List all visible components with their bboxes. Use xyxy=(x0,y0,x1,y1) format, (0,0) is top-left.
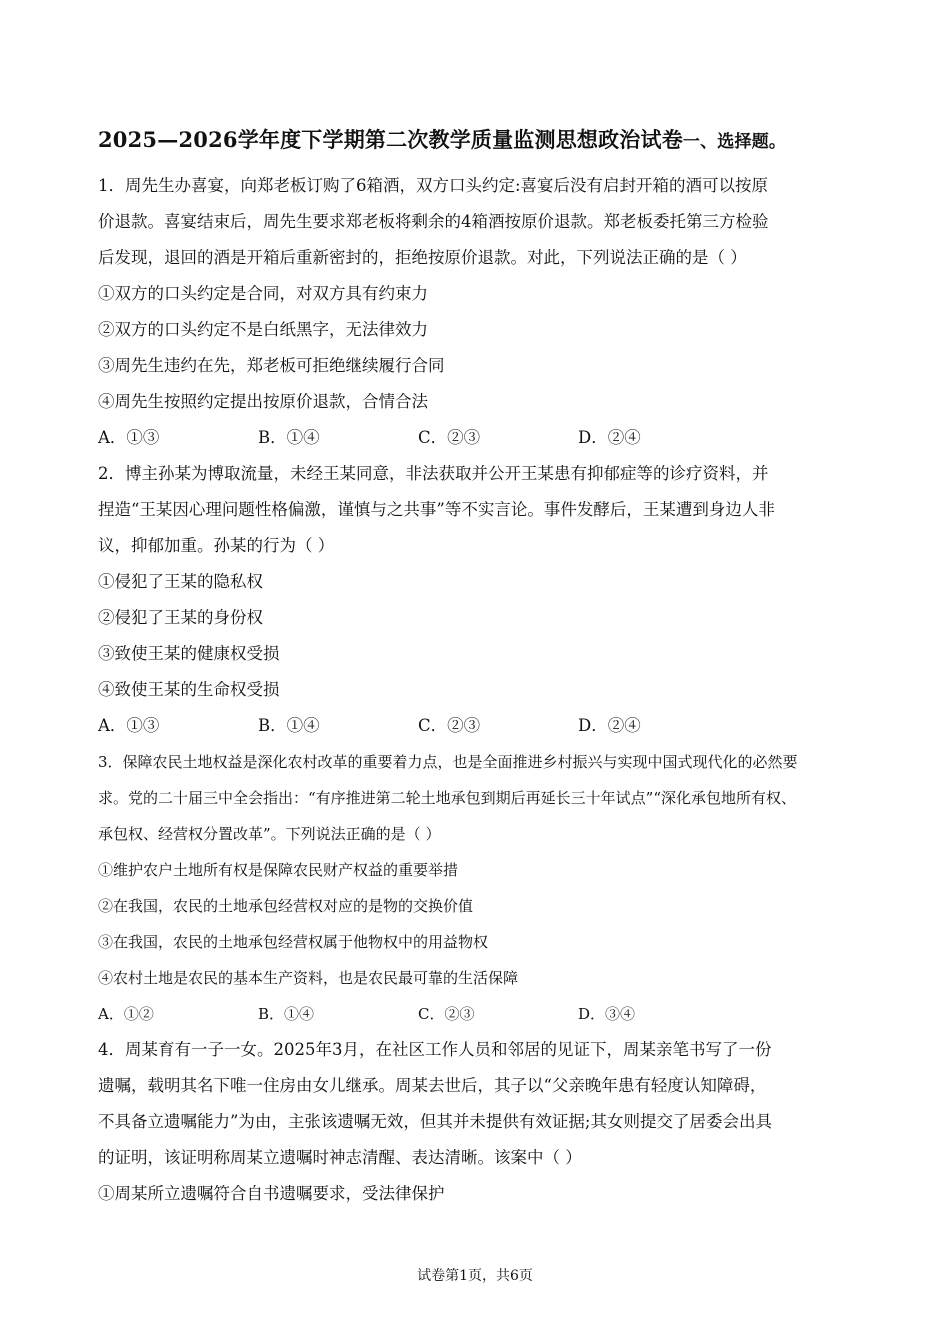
question-stem-line: 1．周先生办喜宴，向郑老板订购了6箱酒，双方口头约定:喜宴后没有启封开箱的酒可以按原 xyxy=(98,176,769,195)
option-c: C．②③ xyxy=(418,716,481,735)
statement: ④农村土地是农民的基本生产资料，也是农民最可靠的生活保障 xyxy=(98,969,519,987)
question-list xyxy=(98,168,854,1212)
section-heading: 一、选择题。 xyxy=(682,132,787,152)
question-stem-line: 4．周某育有一子一女。2025年3月，在社区工作人员和邻居的见证下，周某亲笔书写了一份 xyxy=(98,1040,772,1059)
statement: ③在我国，农民的土地承包经营权属于他物权中的用益物权 xyxy=(98,933,489,951)
question-2 xyxy=(98,456,854,744)
statement: ④周先生按照约定提出按原价退款，合情合法 xyxy=(98,392,428,411)
statement: ①周某所立遗嘱符合自书遗嘱要求，受法律保护 xyxy=(98,1184,445,1203)
statement: ②在我国，农民的土地承包经营权对应的是物的交换价值 xyxy=(98,897,474,915)
question-stem-line: 后发现，退回的酒是开箱后重新密封的，拒绝按原价退款。对此，下列说法正确的是（ ） xyxy=(98,248,747,267)
question-stem-line: 的证明，该证明称周某立遗嘱时神志清醒、表达清晰。该案中（ ） xyxy=(98,1148,582,1167)
question-3 xyxy=(98,744,854,1032)
statement: ①双方的口头约定是合同，对双方具有约束力 xyxy=(98,284,428,303)
question-stem-line: 求。党的二十届三中全会指出：“有序推进第二轮土地承包到期后再延长三十年试点”“深化承包地所有权、 xyxy=(98,789,797,807)
question-stem-line: 议，抑郁加重。孙某的行为（ ） xyxy=(98,536,335,555)
option-c: C．②③ xyxy=(418,1005,475,1023)
statement: ③致使王某的健康权受损 xyxy=(98,644,280,663)
exam-title xyxy=(98,124,868,154)
option-d: D．②④ xyxy=(578,716,641,735)
option-d: D．③④ xyxy=(578,1005,636,1023)
option-a: A．①③ xyxy=(98,428,160,447)
option-c: C．②③ xyxy=(418,428,481,447)
option-b: B．①④ xyxy=(258,1005,315,1023)
statement: ②双方的口头约定不是白纸黑字，无法律效力 xyxy=(98,320,428,339)
answer-options xyxy=(98,708,854,744)
question-stem-line: 捏造“王某因心理问题性格偏激，谨慎与之共事”等不实言论。事件发酵后，王某遭到身边人非 xyxy=(98,500,775,519)
question-stem-line: 价退款。喜宴结束后，周先生要求郑老板将剩余的4箱酒按原价退款。郑老板委托第三方检验 xyxy=(98,212,769,231)
question-stem-line: 承包权、经营权分置改革”。下列说法正确的是（ ） xyxy=(98,825,441,843)
statement: ③周先生违约在先，郑老板可拒绝继续履行合同 xyxy=(98,356,445,375)
option-d: D．②④ xyxy=(578,428,641,447)
statement: ①侵犯了王某的隐私权 xyxy=(98,572,263,591)
statement: ①维护农户土地所有权是保障农民财产权益的重要举措 xyxy=(98,861,459,879)
page-footer: 试卷第1页，共6页 xyxy=(417,1268,533,1284)
question-stem-line: 2．博主孙某为博取流量，未经王某同意，非法获取并公开王某患有抑郁症等的诊疗资料，并 xyxy=(98,464,769,483)
question-4 xyxy=(98,1032,854,1212)
question-stem-line: 3．保障农民土地权益是深化农村改革的重要着力点，也是全面推进乡村振兴与实现中国式现代化的必然要 xyxy=(98,753,798,771)
option-a: A．①② xyxy=(98,1005,154,1023)
exam-title-main: 2025—2026学年度下学期第二次教学质量监测思想政治试卷 xyxy=(98,127,683,152)
question-stem-line: 不具备立遗嘱能力”为由，主张该遗嘱无效，但其并未提供有效证据;其女则提交了居委会出具 xyxy=(98,1112,772,1131)
option-b: B．①④ xyxy=(258,716,320,735)
statement: ④致使王某的生命权受损 xyxy=(98,680,280,699)
option-b: B．①④ xyxy=(258,428,320,447)
option-a: A．①③ xyxy=(98,716,160,735)
question-1 xyxy=(98,168,854,456)
answer-options xyxy=(98,996,854,1032)
statement: ②侵犯了王某的身份权 xyxy=(98,608,263,627)
answer-options xyxy=(98,420,854,456)
question-stem-line: 遗嘱，载明其名下唯一住房由女儿继承。周某去世后，其子以“父亲晚年患有轻度认知障碍， xyxy=(98,1076,767,1095)
